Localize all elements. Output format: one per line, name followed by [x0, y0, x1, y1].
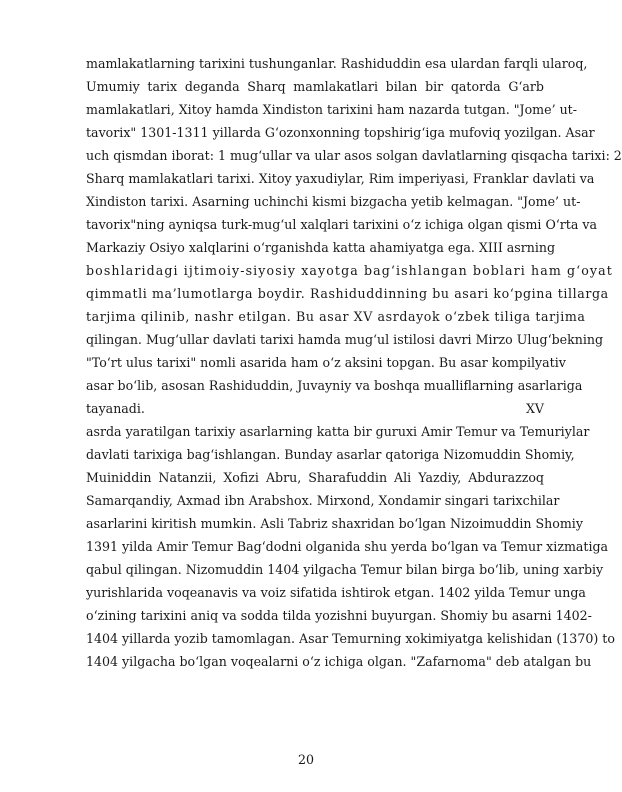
text-line: 1404 yillarda yozib tamomlagan. Asar Temurning xokimiyatga kelishidan (1370) to — [86, 631, 615, 646]
text-line: "To‘rt ulus tarixi" nomli asarida ham o‘z aksini topgan. Bu asar kompilyativ — [86, 355, 566, 370]
text-line: tavorix"ning ayniqsa turk-mug‘ul xalqlari tarixini o‘z ichiga olgan qismi O‘rta va — [86, 217, 597, 232]
text-line: o‘zining tarixini aniq va sodda tilda yozishni buyurgan. Shomiy bu asarni 1402- — [86, 608, 592, 623]
text-line: Samarqandiy, Axmad ibn Arabshox. Mirxond, Xondamir singari tarixchilar — [86, 493, 560, 508]
text-line: mamlakatlarning tarixini tushunganlar. Rashiduddin esa ulardan farqli ularoq, — [86, 56, 588, 71]
text-line: qilingan. Mug‘ullar davlati tarixi hamda mug‘ul istilosi davri Mirzo Ulug‘bekning — [86, 332, 604, 347]
text-line: mamlakatlari, Xitoy hamda Xindiston tarixini ham nazarda tutgan. "Jome’ ut- — [86, 102, 578, 117]
text-line: asarlarini kiritish mumkin. Asli Tabriz shaxridan bo‘lgan Nizoimuddin Shomiy — [86, 516, 583, 531]
text-line: 1391 yilda Amir Temur Bag‘dodni olganida shu yerda bo‘lgan va Temur xizmatiga — [86, 539, 609, 554]
text-line: tarjima qilinib, nashr etilgan. Bu asar XV asrdayok o‘zbek tiliga tarjima — [86, 309, 586, 324]
text-line: Muiniddin Natanzii, Xofizi Abru, Sharafuddin Ali Yazdiy, Abdurazzoq — [86, 470, 544, 485]
text-line: Sharq mamlakatlari tarixi. Xitoy yaxudiylar, Rim imperiyasi, Franklar davlati va — [86, 171, 595, 186]
text-line: asar bo‘lib, asosan Rashiduddin, Juvayniy va boshqa mualliflarning asarlariga — [86, 378, 583, 393]
text-line: Markaziy Osiyo xalqlarini o‘rganishda katta ahamiyatga ega. XIII asrning — [86, 240, 556, 255]
text-line: qabul qilingan. Nizomuddin 1404 yilgacha Temur bilan birga bo‘lib, uning xarbiy — [86, 562, 604, 577]
page-number: 20 — [297, 752, 315, 767]
text-line: 1404 yilgacha bo‘lgan voqealarni o‘z ichiga olgan. "Zafarnoma" deb atalgan bu — [86, 654, 592, 669]
text-line: davlati tarixiga bag‘ishlangan. Bunday asarlar qatoriga Nizomuddin Shomiy, — [86, 447, 575, 462]
text-line: Umumiy tarix deganda Sharq mamlakatlari bilan bir qatorda G‘arb — [86, 79, 544, 94]
text-line: tavorix" 1301-1311 yillarda G‘ozonxonning topshirig‘iga mufoviq yozilgan. Asar — [86, 125, 595, 140]
text-line: uch qismdan iborat: 1 mug‘ullar va ular asos solgan davlatlarning qisqacha tarixi: 2 — [86, 148, 622, 163]
text-line: asrda yaratilgan tarixiy asarlarning katta bir guruxi Amir Temur va Temuriylar — [86, 424, 590, 439]
text-line: yurishlarida voqeanavis va voiz sifatida ishtirok etgan. 1402 yilda Temur unga — [86, 585, 586, 600]
text-line: Xindiston tarixi. Asarning uchinchi kismi bizgacha yetib kelmagan. "Jome’ ut- — [86, 194, 581, 209]
text-line: tayanadi. XV — [86, 401, 544, 416]
text-line: qimmatli ma’lumotlarga boydir. Rashiduddinning bu asari ko‘pgina tillarga — [86, 286, 609, 301]
text-line: boshlaridagi ijtimoiy-siyosiy xayotga bag‘ishlangan boblari ham g‘oyat — [86, 263, 613, 278]
